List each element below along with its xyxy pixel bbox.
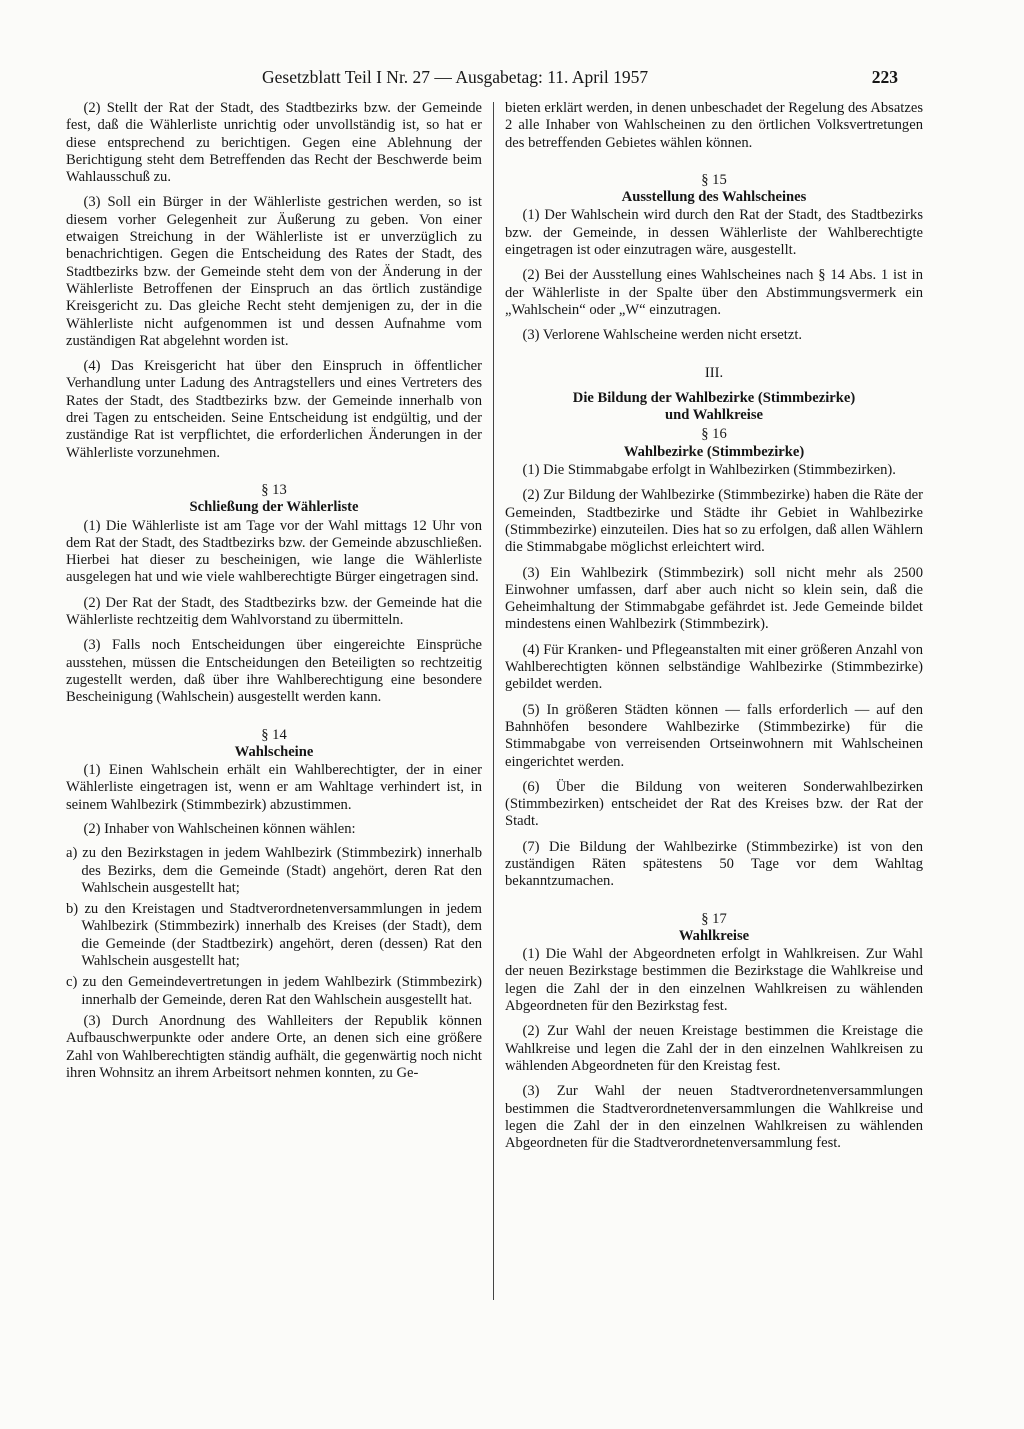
paragraph: (3) Durch Anordnung des Wahlleiters der Republik können Aufbauschwerpunkte oder andere Orte, an denen sich eine größere Zahl von Wahlberechtigten ständig aufhält, die gegenwärtig noch nicht ihren Wohnsitz an ihrem Arbeitsort nehmen konnten, zu Ge-	[66, 1012, 482, 1081]
gazette-title: Gesetzblatt Teil I Nr. 27 — Ausgabetag: 11. April 1957	[262, 67, 649, 87]
paragraph: (1) Der Wahlschein wird durch den Rat der Stadt, des Stadtbezirks bzw. der Gemeinde, in dessen Wählerliste der Wahlberechtigte eingetragen ist oder einzutragen wäre, ausgestellt.	[505, 207, 923, 259]
section-title: Wahlscheine	[234, 743, 314, 760]
paragraph: (2) Bei der Ausstellung eines Wahlscheines nach § 14 Abs. 1 ist in der Wählerliste in der Spalte über den Abstimmungsvermerk ein „Wahlschein“ oder „W“ einzutragen.	[505, 267, 923, 318]
paragraph: (2) Inhaber von Wahlscheinen können wählen:	[83, 820, 356, 837]
part-title: Die Bildung der Wahlbezirke (Stimmbezirke)	[572, 389, 856, 406]
paragraph: (2) Der Rat der Stadt, des Stadtbezirks bzw. der Gemeinde hat die Wählerliste rechtzeitig dem Wahlvorstand zu übermitteln.	[66, 594, 482, 629]
paragraph: (3) Zur Wahl der neuen Stadtverordnetenversammlungen bestimmen die Stadtverordnetenversammlungen die Wahlkreise und legen die Zahl der in den einzelnen Wahlkreisen zu wählenden Abgeordneten für die Stadtverordnetenversammlung fest.	[505, 1083, 923, 1152]
paragraph: (2) Zur Bildung der Wahlbezirke (Stimmbezirke) haben die Räte der Gemeinden, Stadtbezirke und Städte ihr Gebiet in Wahlbezirke (Stimmbezirke) einzuteilen. Dies hat so zu erfolgen, daß allen Wählern die Stimmabgabe möglichst erleichtert wird.	[505, 487, 923, 556]
paragraph: (3) Soll ein Bürger in der Wählerliste gestrichen werden, so ist diesem vorher Gelegenheit zur Äußerung zu geben. Von einer etwaigen Streichung in der Wählerliste ist er unverzüglich zu benachrichtigen. Gegen die Entscheidung des Rates der Stadt, des Stadtbezirks bzw. der Gemeinde steht dem von der Änderung in der Wählerliste Betroffenen der Einspruch an das örtlich zuständige Kreisgericht zu. Das gleiche Recht steht demjenigen zu, der in die Wählerliste nicht aufgenommen ist und dessen Aufnahme vom zuständigen Rat abgelehnt worden ist.	[66, 194, 482, 349]
list-item: b) zu den Kreistagen und Stadtverordnetenversammlungen in jedem Wahlbezirk (Stimmbezirk) innerhalb des Kreises (der Stadt), dem die Gemeinde (der Stadtbezirk) angehört, deren (dessen) Rat den Wahlschein ausgestellt hat;	[66, 901, 482, 970]
paragraph: bieten erklärt werden, in denen unbeschadet der Regelung des Absatzes 2 alle Inhaber von Wahlscheinen zu den örtlichen Volksvertretungen des betreffenden Gebietes wählen können.	[505, 100, 923, 151]
section-title: Wahlkreise	[678, 927, 750, 944]
page-number: 223	[871, 67, 898, 87]
page-header	[262, 64, 898, 90]
section-number: § 15	[701, 171, 727, 188]
section-title: Ausstellung des Wahlscheines	[621, 189, 807, 206]
paragraph: (3) Ein Wahlbezirk (Stimmbezirk) soll nicht mehr als 2500 Einwohner umfassen, darf aber auch nicht so klein sein, daß die Geheimhaltung der Stimmabgabe gefährdet ist. Jede Gemeinde bildet mindestens einen Wahlbezirk (Stimmbezirk).	[505, 564, 923, 633]
paragraph: (3) Falls noch Entscheidungen über eingereichte Einsprüche ausstehen, müssen die Entscheidungen den Beteiligten so rechtzeitig zugestellt werden, daß über ihre Wahlberechtigung eine besondere Bescheinigung (Wahlschein) ausgestellt werden kann.	[66, 637, 482, 706]
right-column	[505, 100, 923, 1311]
paragraph: (3) Verlorene Wahlscheine werden nicht ersetzt.	[522, 327, 803, 344]
list-item: c) zu den Gemeindevertretungen in jedem Wahlbezirk (Stimmbezirk) innerhalb der Gemeinde, deren Rat den Wahlschein ausgestellt hat.	[66, 974, 482, 1008]
paragraph: (4) Das Kreisgericht hat über den Einspruch in öffentlicher Verhandlung unter Ladung des Antragstellers und eines Vertreters des Rates der Stadt, des Stadtbezirks bzw. der Gemeinde innerhalb von drei Tagen zu entscheiden. Seine Entscheidung ist endgültig, und der zuständige Rat ist verpflichtet, die erforderlichen Änderungen in der Wählerliste vorzunehmen.	[66, 358, 482, 461]
left-column	[66, 100, 482, 1311]
list-item: a) zu den Bezirkstagen in jedem Wahlbezirk (Stimmbezirk) innerhalb des Bezirks, dem die Gemeinde (Stadt) angehört, deren Rat den Wahlschein ausgestellt hat;	[66, 845, 482, 896]
paragraph: (6) Über die Bildung von weiteren Sonderwahlbezirken (Stimmbezirken) entscheidet der Rat des Kreises bzw. der Rat der Stadt.	[505, 778, 923, 830]
paragraph: (1) Die Wahl der Abgeordneten erfolgt in Wahlkreisen. Zur Wahl der neuen Bezirkstage bestimmen die Bezirkstage die Wahlkreise und legen die Zahl der in den einzelnen Wahlkreisen zu wählenden Abgeordneten für den Bezirkstag fest.	[505, 946, 923, 1015]
section-number: § 17	[701, 910, 727, 927]
section-title: Wahlbezirke (Stimmbezirke)	[623, 443, 805, 460]
column-divider	[493, 102, 494, 1300]
section-number: § 13	[261, 481, 287, 498]
paragraph: (7) Die Bildung der Wahlbezirke (Stimmbezirke) ist von den zuständigen Räten spätestens 50 Tage vor dem Wahltag bekanntzumachen.	[505, 838, 923, 890]
paragraph: (4) Für Kranken- und Pflegeanstalten mit einer größeren Anzahl von Wahlberechtigten können selbständige Wahlbezirke (Stimmbezirke) gebildet werden.	[505, 641, 923, 693]
paragraph: (2) Zur Wahl der neuen Kreistage bestimmen die Kreistage die Wahlkreise und legen die Zahl der in den einzelnen Wahlkreisen zu wählenden Abgeordneten für den Kreistag fest.	[505, 1023, 923, 1074]
section-number: § 16	[701, 426, 727, 443]
paragraph: (2) Stellt der Rat der Stadt, des Stadtbezirks bzw. der Gemeinde fest, daß die Wählerliste unrichtig oder unvollständig ist, so hat er diese entsprechend zu berichtigen. Gegen eine Ablehnung der Berichtigung steht dem Betreffenden das Recht der Beschwerde beim Wahlausschuß zu.	[66, 100, 482, 186]
part-title: und Wahlkreise	[664, 407, 763, 424]
section-title: Schließung der Wählerliste	[189, 499, 359, 516]
paragraph: (1) Die Stimmabgabe erfolgt in Wahlbezirken (Stimmbezirken).	[522, 462, 896, 479]
section-number: § 14	[261, 726, 287, 743]
paragraph: (1) Die Wählerliste ist am Tage vor der Wahl mittags 12 Uhr von dem Rat der Stadt, des Stadtbezirks bzw. der Gemeinde abzuschließen. Hierbei hat dieser zu bescheinigen, wie lange die Wählerliste ausgelegen hat und wie viele wahlberechtigte Bürger eingetragen sind.	[66, 517, 482, 586]
paragraph: (1) Einen Wahlschein erhält ein Wahlberechtigter, der in einer Wählerliste eingetragen ist, wenn er am Wahltage verhindert ist, in seinem Wahlbezirk (Stimmbezirk) abzustimmen.	[66, 762, 482, 813]
part-number: III.	[704, 364, 724, 381]
paragraph: (5) In größeren Städten können — falls erforderlich — auf den Bahnhöfen besondere Wahlbezirke (Stimmbezirke) für die Stimmabgabe von verreisenden Ortseinwohnern mit Wahlscheinen eingerichtet werden.	[505, 701, 923, 770]
